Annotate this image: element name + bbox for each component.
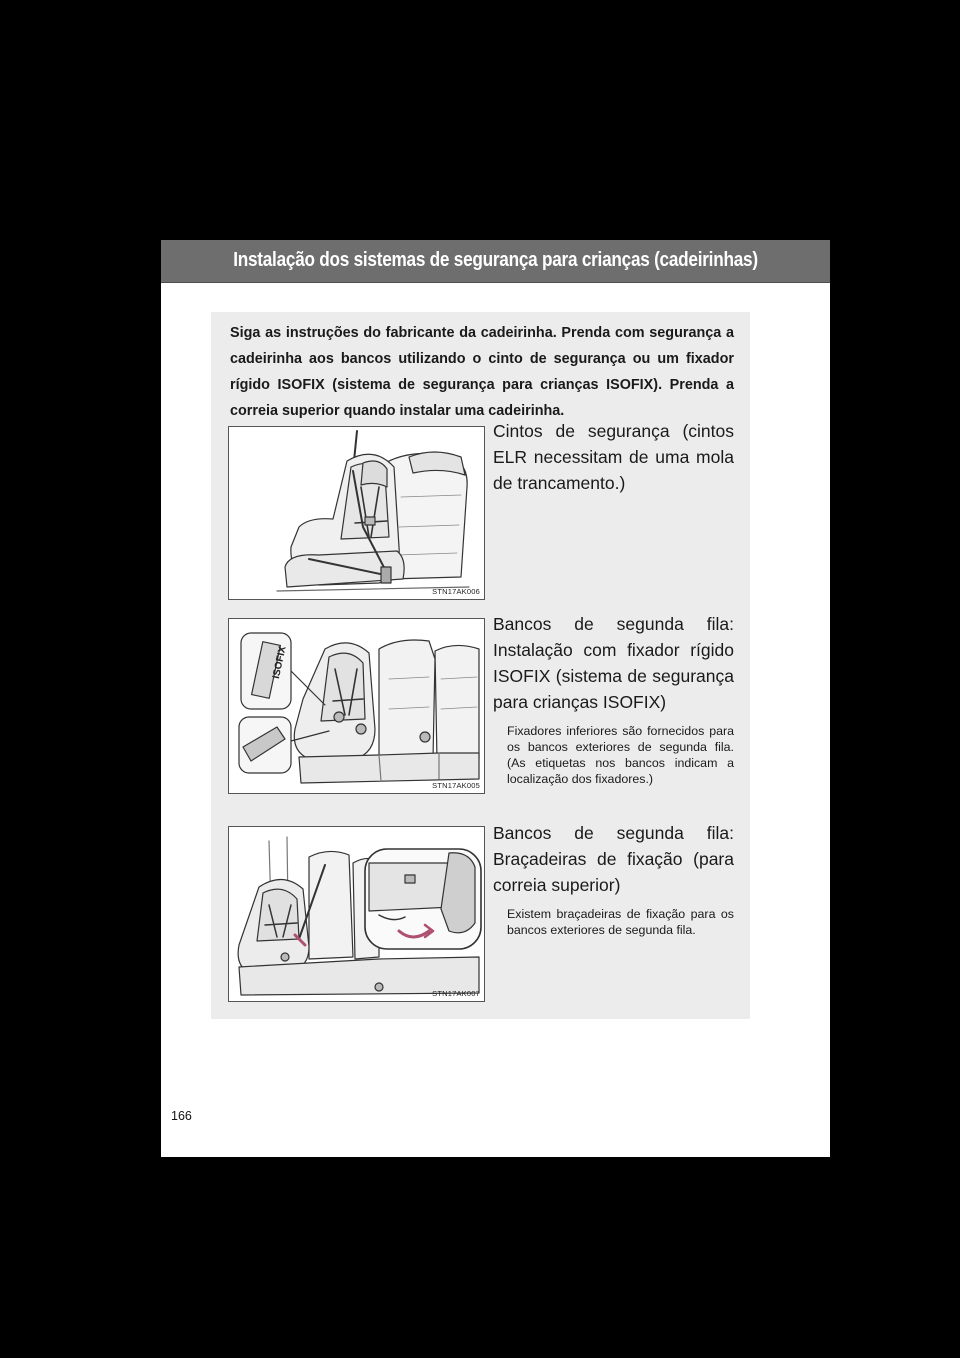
intro-paragraph: Siga as instruções do fabricante da cadeirinha. Prenda com segurança a cadeirinha aos bancos utilizando o cinto de segurança ou um fixador rígido ISOFIX (sistema de segurança para crianças ISOFIX). Prenda a correia superior quando instalar uma cadeirinha. (230, 325, 734, 419)
child-seat-belt-illustration (229, 427, 484, 599)
tether-bracket-illustration (229, 827, 484, 1001)
section-title: Instalação dos sistemas de segurança para crianças (cadeirinhas) (233, 249, 758, 271)
figure-tether-brackets (228, 826, 485, 1002)
item-tether-brackets (493, 820, 734, 938)
manual-page (161, 240, 830, 1157)
item-title: Cintos de segurança (cintos ELR necessitam de uma mola de trancamento.) (493, 421, 734, 493)
figure-code: STN17AK006 (432, 587, 480, 596)
content-panel (211, 312, 750, 1019)
isofix-tag-label: ISOFIX (270, 645, 289, 680)
isofix-illustration (229, 619, 484, 793)
item-title: Bancos de segunda fila: Braçadeiras de fixação (para correia superior) (493, 823, 734, 895)
figure-seat-belt-installation (228, 426, 485, 600)
section-header (161, 240, 830, 283)
page-number: 166 (171, 1109, 192, 1123)
figure-code: STN17AK007 (432, 989, 480, 998)
figure-isofix-installation (228, 618, 485, 794)
item-note: Fixadores inferiores são fornecidos para os bancos exteriores de segunda fila. (As etiquetas nos bancos indicam a localização dos fixadores.) (507, 724, 734, 786)
item-title: Bancos de segunda fila: Instalação com fixador rígido ISOFIX (sistema de segurança para crianças ISOFIX) (493, 614, 734, 712)
item-isofix (493, 611, 734, 787)
item-seat-belts (493, 418, 734, 496)
item-note: Existem braçadeiras de fixação para os bancos exteriores de segunda fila. (507, 907, 734, 937)
figure-code: STN17AK005 (432, 781, 480, 790)
